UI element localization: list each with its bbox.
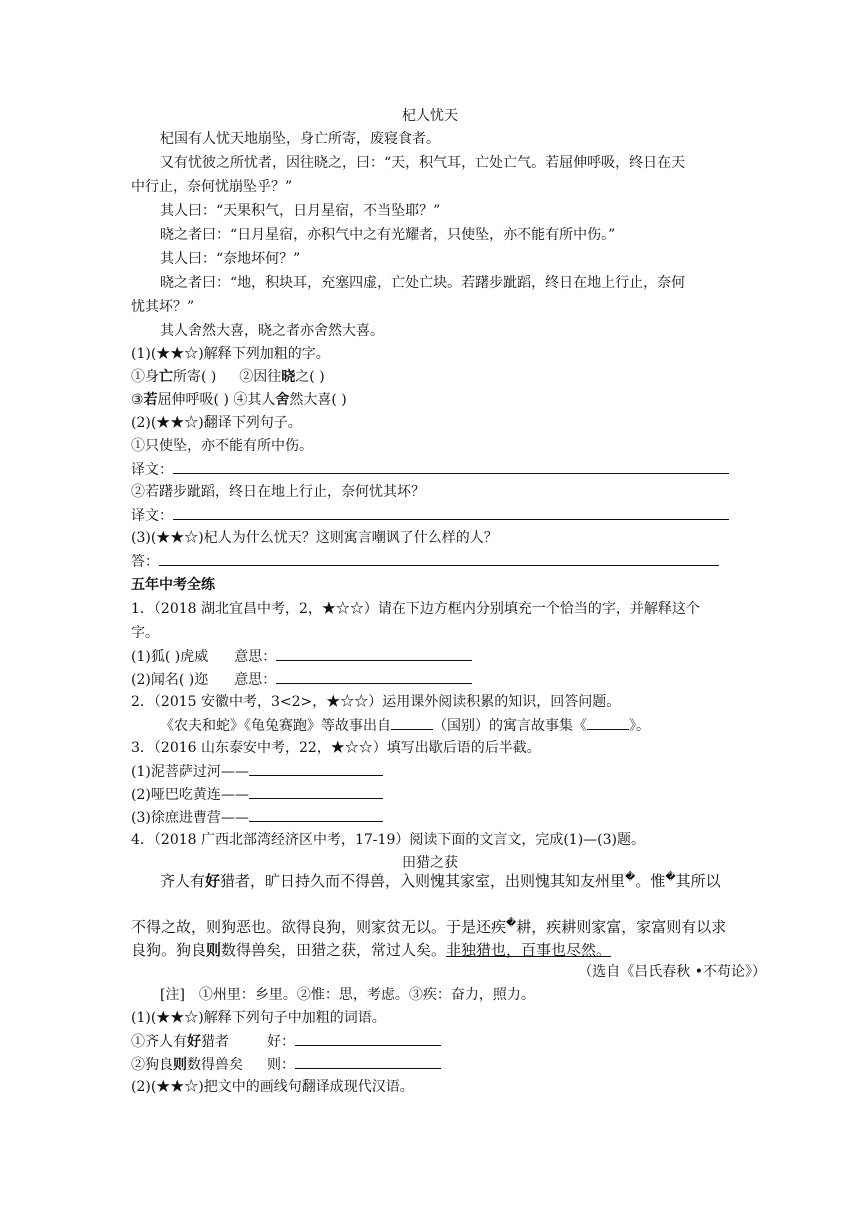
exercise-4-q1-row-1: ①齐人有好猎者 好： xyxy=(131,1031,441,1052)
passage-paragraph: 其人舍然大喜，晓之者亦舍然大喜。 xyxy=(160,323,384,339)
exercise-1-heading-cont: 字。 xyxy=(131,625,159,641)
question-1-row-2: ③若屈伸呼吸( ) ④其人舍然大喜( ) xyxy=(131,392,347,408)
question-2-sentence-2: ②若躇步跐蹈，终日在地上行止，奈何忧其坏？ xyxy=(131,484,425,500)
exercise-4-heading: 4．（2018 广西北部湾经济区中考，17-19）阅读下面的文言文，完成(1)—(3)题。 xyxy=(131,832,646,848)
translation-line-2: 译文： xyxy=(131,505,729,526)
answer-line: 答： xyxy=(131,551,719,572)
exercise-1-heading: 1．（2018 湖北宜昌中考，2，★☆☆）请在下边方框内分别填充一个恰当的字，并解释这个 xyxy=(131,601,700,617)
exercise-3-row-2: (2)哑巴吃黄连—— xyxy=(131,784,383,805)
exercise-1-row-2: (2)闻名( )迩 意思： xyxy=(131,669,472,690)
passage-2-source: （选自《吕氏春秋 •不苟论》） xyxy=(578,964,766,980)
underlined-sentence: 非独猎也，百事也尽然。 xyxy=(446,941,612,959)
exercise-2-heading: 2．（2015 安徽中考，3<2>，★☆☆）运用课外阅读积累的知识，回答问题。 xyxy=(131,694,621,710)
exercise-4-q1-heading: (1)(★★☆)解释下列句子中加粗的词语。 xyxy=(131,1010,386,1026)
passage-paragraph: 其人曰：“天果积气，日月星宿，不当坠耶？” xyxy=(160,203,441,219)
passage-2-line-1: 齐人有好猎者，旷日持久而不得兽，入则愧其家室，出则愧其知友州里�。惟�其所以 xyxy=(160,872,721,890)
exercise-1-row-1: (1)狐( )虎威 意思： xyxy=(131,646,472,667)
answer-blank[interactable] xyxy=(173,459,729,474)
passage-paragraph-cont: 忧其坏？” xyxy=(131,299,195,315)
translation-line-1: 译文： xyxy=(131,459,729,480)
section-heading: 五年中考全练 xyxy=(131,577,215,593)
answer-blank[interactable] xyxy=(295,1031,441,1046)
exercise-4-q2-heading: (2)(★★☆)把文中的画线句翻译成现代汉语。 xyxy=(131,1079,414,1095)
passage-paragraph: 晓之者曰：“地，积块耳，充塞四虚，亡处亡块。若躇步跐蹈，终日在地上行止，奈何 xyxy=(160,275,686,291)
answer-blank[interactable] xyxy=(391,715,433,730)
question-1-heading: (1)(★★☆)解释下列加粗的字。 xyxy=(131,346,330,362)
question-3-heading: (3)(★★☆)杞人为什么忧天？这则寓言嘲讽了什么样的人？ xyxy=(131,530,498,546)
passage-paragraph: 又有忧彼之所忧者，因往晓之，曰：“天，积气耳，亡处亡气。若屈伸呼吸，终日在天 xyxy=(160,155,686,171)
exercise-4-q1-row-2: ②狗良则数得兽矣 则： xyxy=(131,1054,441,1075)
passage-title: 杞人忧天 xyxy=(402,108,458,124)
exercise-3-heading: 3．（2016 山东泰安中考，22，★☆☆）填写出歇后语的后半截。 xyxy=(131,740,541,756)
passage-2-notes: [注] ①州里：乡里。②惟：思，考虑。③疾：奋力，照力。 xyxy=(160,987,535,1003)
passage-2-line-3: 良狗。狗良则数得兽矣，田猎之获，常过人矣。非独猎也，百事也尽然。 xyxy=(131,941,612,959)
answer-blank[interactable] xyxy=(276,646,472,661)
answer-blank[interactable] xyxy=(587,715,629,730)
passage-paragraph: 其人曰：“奈地坏何？” xyxy=(160,251,301,267)
exercise-2-body: 《农夫和蛇》《龟兔赛跑》等故事出自 （国别）的寓言故事集《 》。 xyxy=(160,715,650,736)
answer-blank[interactable] xyxy=(159,551,719,566)
passage-paragraph: 晓之者曰：“日月星宿，亦积气中之有光耀者，只使坠，亦不能有所中伤。” xyxy=(160,227,616,243)
question-1-row-1: ①身亡所寄( ) ②因往晓之( ) xyxy=(131,369,325,385)
answer-blank[interactable] xyxy=(295,1054,441,1069)
question-2-sentence-1: ①只使坠，亦不能有所中伤。 xyxy=(131,438,313,454)
answer-blank[interactable] xyxy=(249,761,383,776)
passage-paragraph: 杞国有人忧天地崩坠，身亡所寄，废寝食者。 xyxy=(160,131,440,147)
passage-paragraph-cont: 中行止，奈何忧崩坠乎？” xyxy=(131,179,293,195)
answer-blank[interactable] xyxy=(276,669,472,684)
passage-2-title: 田猎之获 xyxy=(402,855,458,871)
passage-2-line-2: 不得之故，则狗恶也。欲得良狗，则家贫无以。于是还疾�耕，疾耕则家富，家富则有以求 xyxy=(131,918,727,936)
exercise-3-row-3: (3)徐庶进曹营—— xyxy=(131,807,383,828)
answer-blank[interactable] xyxy=(249,784,383,799)
answer-blank[interactable] xyxy=(249,807,383,822)
question-2-heading: (2)(★★☆)翻译下列句子。 xyxy=(131,415,302,431)
exercise-3-row-1: (1)泥菩萨过河—— xyxy=(131,761,383,782)
answer-blank[interactable] xyxy=(173,505,729,520)
